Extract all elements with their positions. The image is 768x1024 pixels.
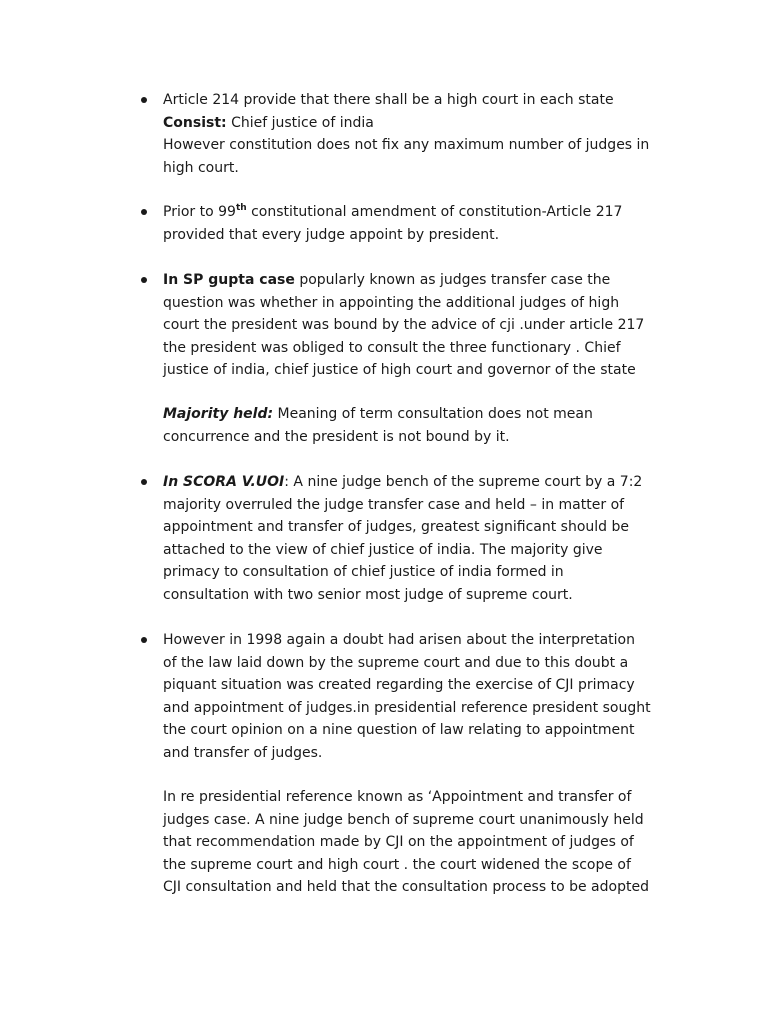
text-line: Article 214 provide that there shall be a high court in each state <box>163 92 614 108</box>
paragraph-article-214 <box>163 89 723 179</box>
paragraph-1998-doubt <box>163 629 723 764</box>
text-line: the supreme court and high court . the court widened the scope of <box>163 856 631 873</box>
text-line: primacy to consultation of chief justice of india formed in <box>163 564 564 580</box>
text-line <box>163 112 723 135</box>
text-line: appointment and transfer of judges, greatest significant should be <box>163 519 629 535</box>
text-line <box>163 403 723 426</box>
text-line: In re presidential reference known as ‘Appointment and transfer of <box>163 789 632 805</box>
text-line: However in 1998 again a doubt had arisen about the interpretation <box>163 632 635 648</box>
case-name: In SCORA V.UOI <box>163 474 285 490</box>
text-fragment: Prior to 99 <box>163 204 236 220</box>
text-line: piquant situation was created regarding the exercise of CJI primacy <box>163 677 635 693</box>
bullet-3 <box>141 277 147 283</box>
bullet-2 <box>141 209 147 215</box>
paragraph-presidential-reference <box>163 786 723 899</box>
paragraph-majority-held <box>163 403 723 448</box>
text-line: However constitution does not fix any maximum number of judges in <box>163 137 650 153</box>
text-fragment: constitutional amendment of constitution-Article 217 <box>246 204 623 220</box>
text-line: of the law laid down by the supreme court and due to this doubt a <box>163 654 629 671</box>
text-line: provided that every judge appoint by president. <box>163 226 500 243</box>
text-line: court the president was bound by the advice of cji .under article 217 <box>163 317 645 333</box>
text-line: the court opinion on a nine question of law relating to appointment <box>163 722 635 738</box>
paragraph-99th-amendment <box>163 201 723 246</box>
text-line: attached to the view of chief justice of india. The majority give <box>163 541 603 558</box>
text-line: the president was obliged to consult the three functionary . Chief <box>163 339 621 356</box>
text-line <box>163 471 723 494</box>
text-fragment: : A nine judge bench of the supreme court by a 7:2 <box>284 474 643 490</box>
text-line: consultation with two senior most judge of supreme court. <box>163 586 573 603</box>
superscript: th <box>235 203 247 213</box>
text-line: question was whether in appointing the additional judges of high <box>163 294 620 311</box>
text-line: judges case. A nine judge bench of supreme court unanimously held <box>163 811 644 828</box>
text-line: high court. <box>163 159 239 176</box>
text-line: concurrence and the president is not bound by it. <box>163 428 510 445</box>
bullet-1 <box>141 97 147 103</box>
text-line <box>163 201 723 224</box>
text-line: CJI consultation and held that the consultation process to be adopted <box>163 879 649 895</box>
case-name: In SP gupta case <box>163 272 295 288</box>
text-line: that recommendation made by CJI on the appointment of judges of <box>163 834 634 850</box>
majority-held-label: Majority held: <box>163 406 274 422</box>
text-fragment: Meaning of term consultation does not mean <box>273 406 593 422</box>
text-line: and appointment of judges.in presidential reference president sought <box>163 699 651 716</box>
bullet-5 <box>141 637 147 643</box>
bullet-4 <box>141 479 147 485</box>
text-line <box>163 269 723 292</box>
consist-text: Chief justice of india <box>226 114 374 131</box>
paragraph-scora-case <box>163 471 723 606</box>
text-line: and transfer of judges. <box>163 744 323 761</box>
text-fragment: popularly known as judges transfer case the <box>294 272 611 288</box>
paragraph-sp-gupta-case <box>163 269 723 382</box>
text-line: majority overruled the judge transfer case and held – in matter of <box>163 496 625 513</box>
text-line: justice of india, chief justice of high court and governor of the state <box>163 362 636 378</box>
consist-label: Consist: <box>163 114 227 131</box>
